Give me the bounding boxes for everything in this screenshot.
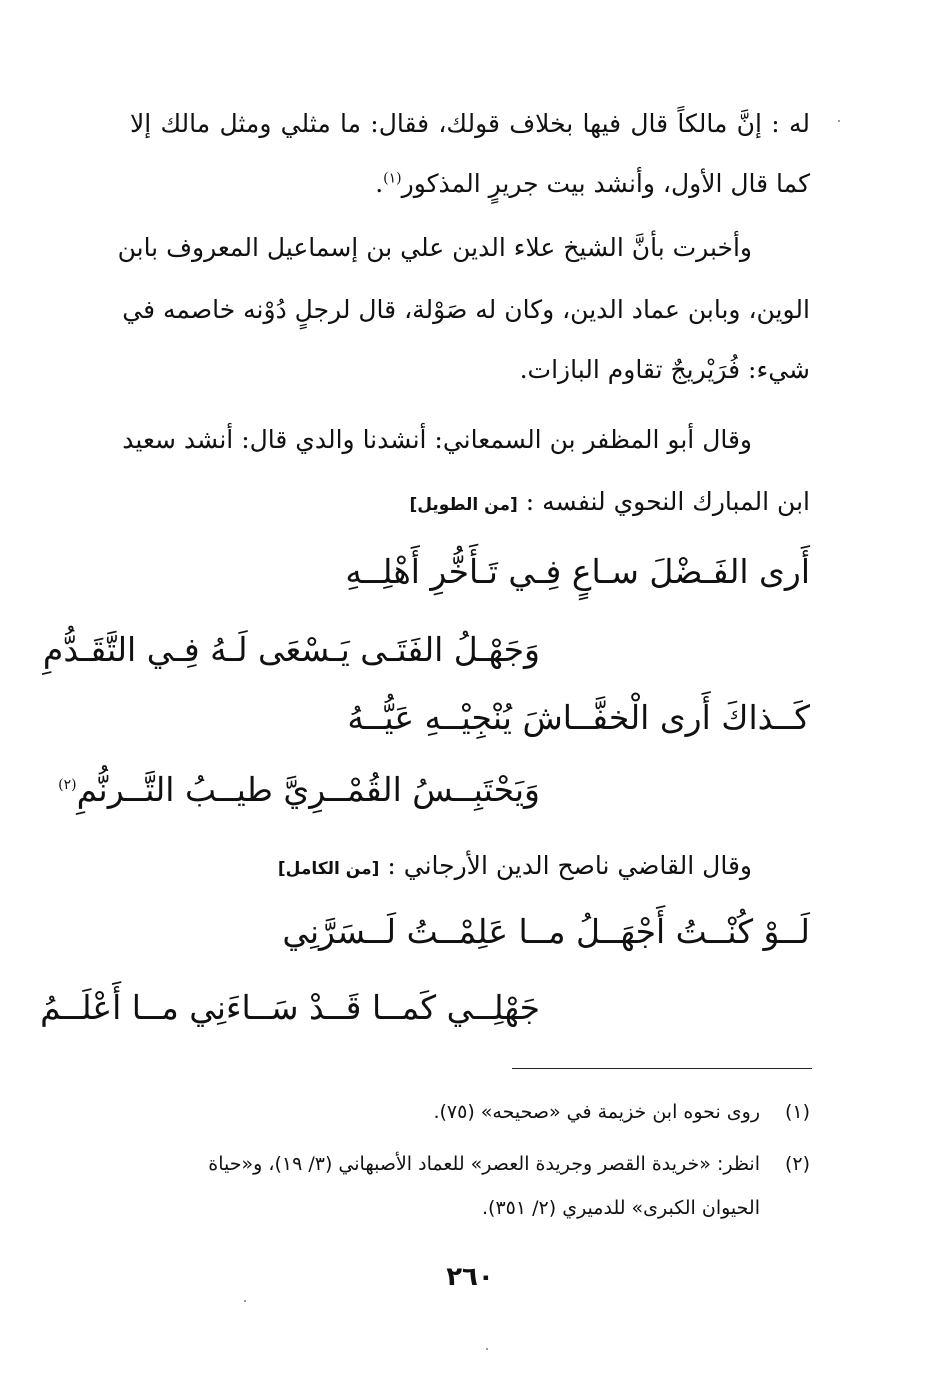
footnote-separator	[512, 1068, 812, 1069]
paragraph-1-line-2	[130, 164, 810, 204]
poem-1-verse-2: وَجَهْـلُ الفَتَـى يَـسْعَى لَـهُ فِـي التَّقَـدُّمِ	[42, 630, 540, 669]
poem-2-verse-1: لَــوْ كُنْــتُ أَجْهَــلُ مــا عَلِمْــتُ لَــسَرَّنِي	[282, 912, 810, 951]
paragraph-2-line-1: وأخبرت بأنَّ الشيخ علاء الدين علي بن إسماعيل المعروف بابن	[117, 233, 752, 262]
footnote-2-number: (٢)	[784, 1153, 810, 1175]
paragraph-1-line-1: له : إنَّ مالكاً قال فيها بخلاف قولك، فقال: ما مثلي ومثل مالك إلا	[130, 109, 810, 138]
poem-1-verse-4-text: وَيَحْتَبِــسُ القُمْــرِيَّ طيــبُ التَّــرنُّمِ	[76, 770, 540, 809]
scan-speck	[838, 120, 840, 122]
meter-label-kamil: [من الكامل]	[277, 859, 380, 879]
scan-speck	[486, 1348, 488, 1350]
poem-1-verse-3: كَــذاكَ أَرى الْخفَّــاشَ يُنْجِيْــهِ عَيُّــهُ	[347, 698, 810, 737]
paragraph-1-line-2-end: .	[375, 169, 384, 198]
footnote-ref-1[interactable]: (١)	[383, 170, 402, 187]
footnote-1-number: (١)	[784, 1101, 810, 1123]
poem-1-verse-1: أَرى الفَـضْلَ سـاعٍ فِـي تَـأَخُّرِ أَهْلِــهِ	[345, 552, 810, 591]
scan-speck	[244, 1300, 246, 1302]
footnote-1-text: روى نحوه ابن خزيمة في «صحيحه» (٧٥).	[433, 1101, 760, 1123]
poem-2-verse-2: جَهْلِــي كَمــا قَــدْ سَــاءَنِي مــا أَعْلَــمُ	[40, 988, 540, 1027]
paragraph-3-line-2	[130, 482, 810, 525]
page-number: ٢٦٠	[446, 1262, 494, 1292]
paragraph-1-line-2-text: كما قال الأول، وأنشد بيت جريرٍ المذكور	[401, 169, 810, 198]
poem-1-verse-4	[58, 762, 540, 818]
footnote-2-text-line-2: الحيوان الكبرى» للدميري (٢/ ٣٥١).	[482, 1197, 760, 1219]
paragraph-2-line-3: شيء: فُرَيْريجٌ تقاوم البازات.	[519, 355, 810, 384]
paragraph-3-line-1: وقال أبو المظفر بن السمعاني: أنشدنا والدي قال: أنشد سعيد	[122, 425, 752, 454]
footnote-2-text-line-1: انظر: «خريدة القصر وجريدة العصر» للعماد الأصبهاني (٣/ ١٩)، و«حياة	[208, 1153, 760, 1175]
paragraph-4-line-1-text: وقال القاضي ناصح الدين الأرجاني :	[387, 851, 752, 880]
paragraph-2-line-2: الوين، وبابن عماد الدين، وكان له صَوْلة، قال لرجلٍ دُوْنه خاصمه في	[122, 295, 810, 324]
meter-label-tawil: [من الطويل]	[409, 495, 518, 515]
paragraph-3-line-2-text: ابن المبارك النحوي لنفسه :	[525, 487, 810, 516]
footnote-ref-2[interactable]: (٢)	[58, 777, 77, 793]
paragraph-4-line-1	[130, 846, 752, 889]
